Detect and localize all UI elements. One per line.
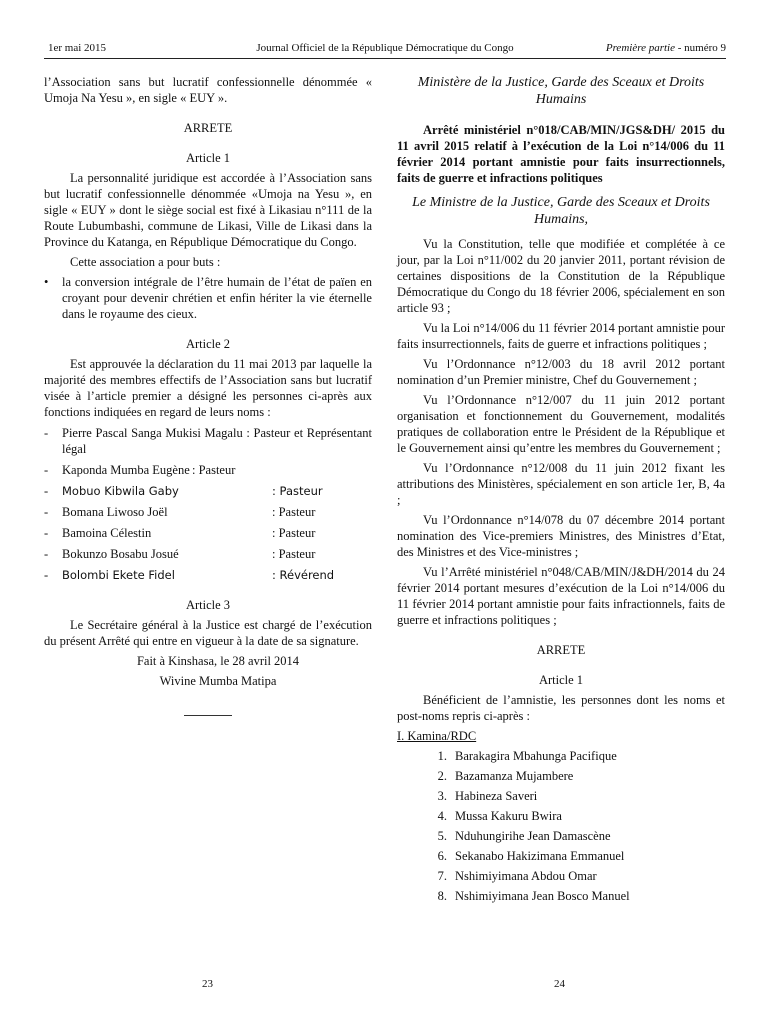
list-item: [397, 828, 725, 844]
item-number: 8.: [437, 889, 447, 903]
goal-text: la conversion intégrale de l’être humain de l’état de païen en croyant pour devenir chrétien et enfin hériter la vie éternelle dans le royaume des cieux.: [62, 275, 372, 321]
list-item: [397, 788, 725, 804]
place-date: Fait à Kinshasa, le 28 avril 2014: [136, 654, 300, 668]
goals-intro: Cette association a pour buts :: [70, 255, 221, 269]
arrete-heading: ARRETE: [536, 643, 586, 657]
member-name: Bokunzo Bosabu Josué: [62, 547, 179, 561]
item-number: 1.: [437, 749, 447, 763]
member-role: : Pasteur: [272, 526, 316, 540]
header-journal-title: Journal Officiel de la République Démocratique du Congo: [256, 42, 514, 54]
person-name: Habineza Saveri: [455, 789, 538, 803]
decree-title: Arrêté ministériel n°018/CAB/MIN/JGS&DH/ 2015 du 11 avril 2015 relatif à l’exécution de la Loi n°14/006 du 11 février 2014 portant amnistie pour faits insurrectionnels, faits de guerre et infractions politiques: [397, 123, 725, 185]
member-role: : Pasteur: [192, 463, 236, 477]
member-row: - Bomana Liwoso Joël : Pasteur: [44, 504, 372, 520]
article-1-text: La personnalité juridique est accordée à l’Association sans but lucratif confessionnelle dénommée «Umoja na Yesu », en sigle « EUY » dont le siège social est fixé à Likasiau n°111 de la Route Lubumbashi, commune de Likasi, Ville de Likasi dans la Province du Katanga, en République Démocratique du Congo.: [44, 171, 372, 249]
article-2-heading: Article 2: [185, 337, 231, 351]
person-name: Nduhungirihe Jean Damascène: [455, 829, 611, 843]
member-row: - Bokunzo Bosabu Josué : Pasteur: [44, 546, 372, 562]
names-list: [397, 748, 725, 904]
person-name: Barakagira Mbahunga Pacifique: [455, 749, 617, 763]
header-part-label: Première partie: [605, 42, 675, 54]
page-number-left: 23: [202, 978, 213, 990]
person-name: Sekanabo Hakizimana Emmanuel: [455, 849, 625, 863]
person-name: Mussa Kakuru Bwira: [455, 809, 562, 823]
article-3-heading: Article 3: [185, 598, 231, 612]
member-role: : Pasteur: [272, 547, 316, 561]
section-heading: I. Kamina/RDC: [397, 729, 477, 743]
header-part: [606, 42, 726, 54]
item-number: 3.: [437, 789, 447, 803]
signatory-name: Wivine Mumba Matipa: [159, 674, 277, 688]
item-number: 2.: [437, 769, 447, 783]
member-name: Kaponda Mumba Eugène: [62, 463, 190, 477]
arrete-heading: ARRETE: [183, 121, 233, 135]
member-name: Bolombi Ekete Fidel: [62, 568, 175, 582]
item-number: 7.: [437, 869, 447, 883]
list-item: [397, 768, 725, 784]
item-number: 4.: [437, 809, 447, 823]
item-number: 6.: [437, 849, 447, 863]
article-1-text: Bénéficient de l’amnistie, les personnes dont les noms et post-noms repris ci-après :: [397, 693, 725, 723]
person-name: Bazamanza Mujambere: [455, 769, 574, 783]
article-1-heading: Article 1: [185, 151, 231, 165]
article-1-heading: Article 1: [538, 673, 584, 687]
member-name: Bomana Liwoso Joël: [62, 505, 168, 519]
goal-item: [44, 274, 372, 322]
page-header: [44, 42, 726, 59]
consideration: Vu la Loi n°14/006 du 11 février 2014 portant amnistie pour faits insurrectionnels, faits de guerre et infractions politiques ;: [397, 321, 725, 351]
member-name: Bamoina Célestin: [62, 526, 152, 540]
header-date: 1er mai 2015: [48, 42, 107, 54]
bullet-marker: •: [44, 275, 49, 289]
list-item: [397, 868, 725, 884]
person-name: Nshimiyimana Abdou Omar: [455, 869, 597, 883]
ministry-heading: Ministère de la Justice, Garde des Sceaux et Droits Humains: [417, 75, 705, 107]
member-name: Mobuo Kibwila Gaby: [62, 484, 179, 498]
list-item: [397, 808, 725, 824]
left-column: [44, 74, 372, 716]
member-row: - Kaponda Mumba Eugène : Pasteur: [44, 462, 372, 478]
consideration: Vu l’Ordonnance n°12/008 du 11 juin 2012 fixant les attributions des Ministères, spécialement en son article 1er, B, 4a ;: [397, 461, 725, 507]
list-item: [397, 748, 725, 764]
person-name: Nshimiyimana Jean Bosco Manuel: [455, 889, 630, 903]
member-role: : Pasteur: [272, 484, 323, 498]
consideration: Vu l’Ordonnance n°12/007 du 11 juin 2012 portant organisation et fonctionnement du Gouvernement, modalités pratiques de collaboration entre le Président de la République et le Gouvernement ainsi qu’entre les membres du Gouvernement ;: [397, 393, 725, 455]
article-3-text: Le Secrétaire général à la Justice est chargé de l’exécution du présent Arrêté qui entre en vigueur à la date de sa signature.: [44, 618, 372, 648]
article-2-text: Est approuvée la déclaration du 11 mai 2013 par laquelle la majorité des membres effectifs de l’Association sans but lucratif visée à l’article premier a désigné les personnes ci-après aux fonctions indiquées en regard de leurs noms :: [44, 357, 372, 419]
header-issue-number: - numéro 9: [674, 42, 726, 54]
right-column: [397, 74, 725, 904]
member-row: - Mobuo Kibwila Gaby : Pasteur: [44, 483, 372, 499]
consideration: Vu la Constitution, telle que modifiée et complétée à ce jour, par la Loi n°11/002 du 20 janvier 2011, portant révision de certaines dispositions de la Constitution de la République Démocratique du Congo du 18 février 2006, spécialement en son article 93 ;: [397, 237, 725, 315]
consideration: Vu l’Ordonnance n°12/003 du 18 avril 2012 portant nomination d’un Premier ministre, Chef du Gouvernement ;: [397, 357, 725, 387]
divider-rule: [184, 715, 232, 716]
consideration: Vu l’Arrêté ministériel n°048/CAB/MIN/J&DH/2014 du 24 février 2014 portant mesures d’exécution de la Loi n°14/006 du 11 février 2014 portant amnistie pour faits infractionnels, faits de guerre et infractions politiques ;: [397, 565, 725, 627]
member-role: : Pasteur: [272, 505, 316, 519]
member-row: - Bamoina Célestin : Pasteur: [44, 525, 372, 541]
intro-paragraph: l’Association sans but lucratif confessionnelle dénommée « Umoja Na Yesu », en sigle « EUY ».: [44, 75, 372, 105]
consideration: Vu l’Ordonnance n°14/078 du 07 décembre 2014 portant nomination des Vice-premiers Ministres, des Ministres d’Etat, des Ministres et des Vice-ministres ;: [397, 513, 725, 559]
member-first: Pierre Pascal Sanga Mukisi Magalu : Pasteur et Représentant légal: [62, 426, 372, 456]
list-item: [397, 848, 725, 864]
page-number-right: 24: [554, 978, 565, 990]
item-number: 5.: [437, 829, 447, 843]
member-row: - Bolombi Ekete Fidel : Révérend: [44, 567, 372, 583]
list-item: [397, 888, 725, 904]
member-role: : Révérend: [272, 568, 335, 582]
member-row: - Pierre Pascal Sanga Mukisi Magalu : Pasteur et Représentant légal: [44, 426, 372, 456]
minister-heading: Le Ministre de la Justice, Garde des Sceaux et Droits Humains,: [412, 195, 710, 227]
